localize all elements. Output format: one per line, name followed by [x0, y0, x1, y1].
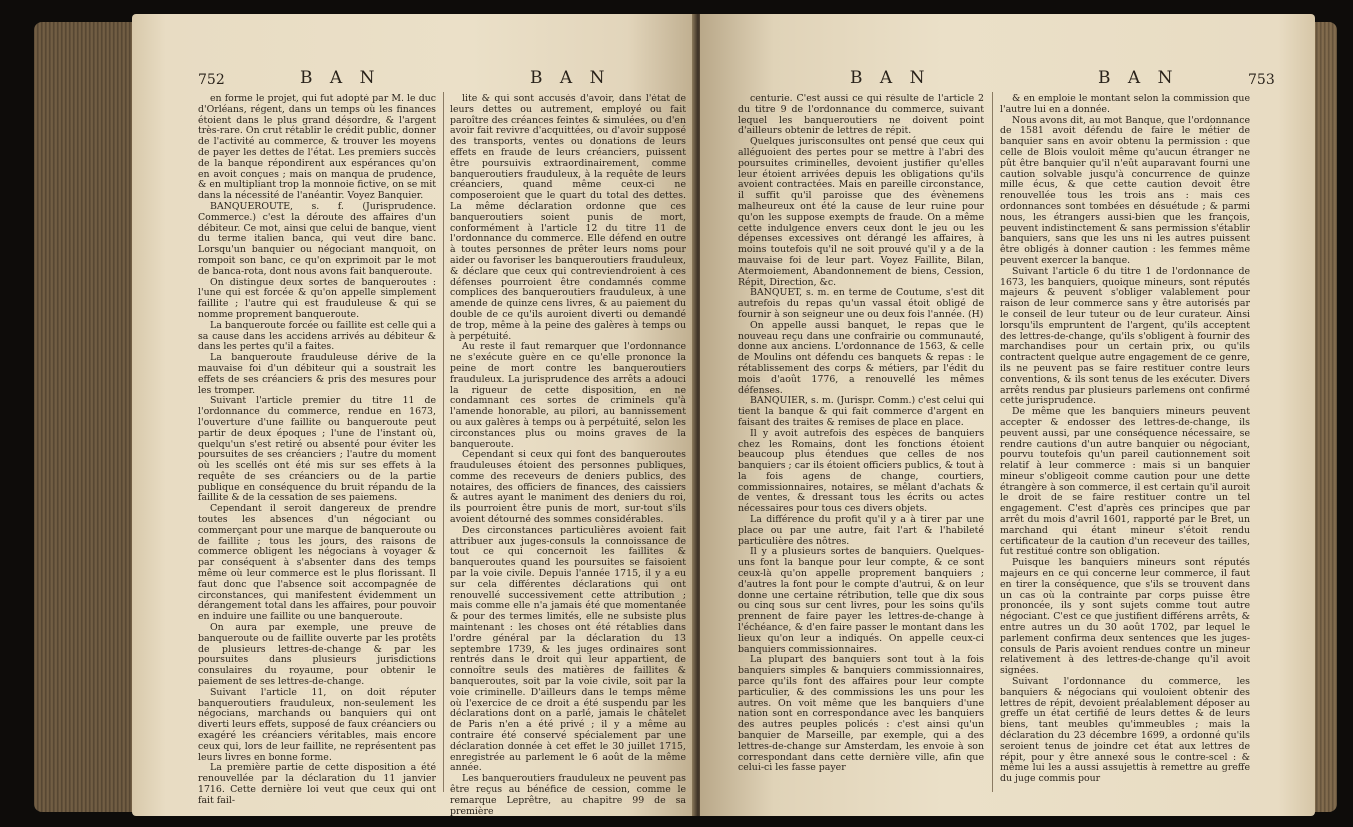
paragraph: BANQUET, s. m. en terme de Coutume, s'est dit autrefois du repas qu'un vassal étoit obligé de fournir à son seigneur une ou deux fois l'année. (H): [738, 287, 984, 320]
paragraph: Suivant l'ordonnance du commerce, les banquiers & négocians qui vouloient obtenir des lettres de répit, devoient préalablement déposer au greffe un état certifié de leurs dettes & de leurs biens, tant meubles qu'immeubles ; mais la déclaration du 23 décembre 1699, a ordonné qu'ils seroient tenus de joindre cet état aux lettres de répit, pour y être annexé sous le contre-scel : & même lui les a aussi assujettis à remettre au greffe du juge commis pour: [1000, 676, 1250, 785]
paragraph: On distingue deux sortes de banqueroutes : l'une qui est forcée & qu'on appelle simplement faillite ; l'autre qui est frauduleuse & qui se nomme proprement banqueroute.: [198, 276, 436, 320]
paragraph: La première partie de cette disposition a été renouvellée par la déclaration du 11 janvier 1716. Cette dernière loi veut que ceux qui ont fait fail-: [198, 762, 436, 806]
paragraph: Au reste il faut remarquer que l'ordonnance ne s'exécute guère en ce qu'elle prononce la peine de mort contre les banqueroutiers frauduleux. La jurisprudence des arrêts a adouci la rigueur de cette disposition, en ne condamnant ces sortes de criminels qu'à l'amende honorable, au pilori, au bannissement ou aux galères à temps ou à perpétuité, selon les circonstances plus ou moins graves de la banqueroute.: [450, 341, 686, 450]
right-column-1: [738, 94, 984, 816]
paragraph: Suivant l'article 6 du titre 1 de l'ordonnance de 1673, les banquiers, quoique mineurs, sont réputés majeurs & peuvent s'obliger valablement pour raison de leur commerce sans y être autorisés par le conseil de leur tuteur ou de leur curateur. Ainsi lorsqu'ils empruntent de l'argent, qu'ils acceptent des lettres-de-change, qu'ils s'obligent à fournir des marchandises pour un certain prix, ou qu'ils contractent quelque autre engagement de ce genre, ils ne peuvent pas se faire restituer contre leurs conventions, & ils sont tenus de les exécuter. Divers arrêts rendus par plusieurs parlemens ont confirmé cette jurisprudence.: [1000, 265, 1250, 407]
paragraph: La différence du profit qu'il y a à tirer par une place ou par une autre, fait l'art & l'habileté particulière des nôtres.: [738, 514, 984, 547]
paragraph: Il y a plusieurs sortes de banquiers. Quelques-uns font la banque pour leur compte, & ce sont ceux-là qu'on appelle proprement banquiers ; d'autres la font pour le compte d'autrui, & on leur donne une certaine rétribution, telle que dix sous ou cinq sous sur cent livres, pour les soins qu'ils prennent de faire payer les lettres-de-change à l'échéance, & d'en faire passer le montant dans les lieux qu'on leur a indiqués. On appelle ceux-ci banquiers commissionnaires.: [738, 546, 984, 655]
paragraph: & en emploie le montant selon la commission que l'autre lui en a donnée.: [1000, 94, 1250, 115]
paragraph: Les banqueroutiers frauduleux ne peuvent pas être reçus au bénéfice de cession, comme le remarque Leprêtre, au chapitre 99 de sa première: [450, 773, 686, 816]
paragraph: Suivant l'article 11, on doit réputer banqueroutiers frauduleux, non-seulement les négocians, marchands ou banquiers qui ont diverti leurs effets, supposé de faux créanciers ou exagéré les créanciers véritables, mais encore ceux qui, lors de leur faillite, ne représentent pas leurs livres en bonne forme.: [198, 686, 436, 763]
page-edges-right: [1313, 22, 1337, 812]
paragraph: On aura par exemple, une preuve de banqueroute ou de faillite ouverte par les protêts de plusieurs lettres-de-change & par les poursuites dans plusieurs jurisdictions consulaires du royaume, pour obtenir le paiement de ses lettres-de-change.: [198, 622, 436, 688]
running-header-right-2: B A N: [1098, 68, 1179, 88]
page-number-left: 752: [198, 72, 225, 88]
paragraph: en forme le projet, qui fut adopté par M. le duc d'Orléans, régent, dans un temps où les finances étoient dans le plus grand désordre, & l'argent très-rare. On crut rétablir le crédit public, donner de l'activité au commerce, & trouver les moyens de payer les dettes de l'état. Les premiers succès de la banque répondirent aux espérances qu'on en avoit conçues ; mais on manqua de prudence, & en multipliant trop la monnoie fictive, on se mit dans la nécessité de l'anéantir. Voyez Banquier.: [198, 94, 436, 202]
column-rule-right: [992, 92, 993, 792]
right-page: [700, 14, 1315, 816]
page-number-right: 753: [1248, 72, 1275, 88]
left-page: [132, 14, 695, 816]
paragraph: Cependant si ceux qui font des banqueroutes frauduleuses étoient des personnes publiques, comme des receveurs de deniers publics, des notaires, des officiers de finances, des caissiers & autres ayant le maniment des deniers du roi, ils pourroient être punis de mort, sur-tout s'ils avoient détourné des sommes considérables.: [450, 449, 686, 526]
paragraph: Nous avons dit, au mot Banque, que l'ordonnance de 1581 avoit défendu de faire le métier de banquier sans en avoir obtenu la permission : que celle de Blois vouloit même qu'aucun étranger ne pût être banquier qu'il n'eût auparavant fourni une caution solvable jusqu'à concurrence de quinze mille écus, & que cette caution devoit être renouvellée tous les trois ans : mais ces ordonnances sont tombées en désuétude ; & parmi nous, les étrangers aussi-bien que les françois, peuvent indistinctement & sans permission s'établir banquiers, sans que les uns ni les autres puissent être obligés à donner caution : les femmes même peuvent exercer la banque.: [1000, 114, 1250, 266]
paragraph: Des circonstances particulières avoient fait attribuer aux juges-consuls la connoissance de tout ce qui concernoit les faillites & banqueroutes quand les poursuites se faisoient par la voie civile. Depuis l'année 1715, il y a eu sur cela différentes déclarations qui ont renouvellé successivement cette attribution ; mais comme elle n'a jamais été que momentanée & pour des termes limités, elle ne subsiste plus maintenant : les choses ont été rétablies dans l'ordre général par la déclaration du 13 septembre 1739, & les juges ordinaires sont rentrés dans le droit qui leur appartient, de connoître seuls des matières de faillites & banqueroutes, soit par la voie civile, soit par la voie criminelle. D'ailleurs dans le temps même où l'exercice de ce droit a été suspendu par les déclarations dont on a parlé, jamais le châtelet de Paris n'en a été privé ; il y a même au contraire été conservé spécialement par une déclaration donnée à cet effet le 30 juillet 1715, enregistrée au parlement le 6 août de la même année.: [450, 524, 686, 774]
page-edges-left: [34, 22, 134, 812]
paragraph: Suivant l'article premier du titre 11 de l'ordonnance du commerce, rendue en 1673, l'ouverture d'une faillite ou banqueroute peut partir de deux époques ; l'une de l'instant où, quelqu'un s'est retiré ou absenté pour éviter les poursuites de ses créanciers ; l'autre du moment où les scellés ont été mis sur ses effets à la requête de ses créanciers ou de la partie publique en conséquence du bruit répandu de la faillite & de la cessation de ses paiemens.: [198, 395, 436, 504]
paragraph: Quelques jurisconsultes ont pensé que ceux qui alléguoient des pertes pour se mettre à l'abri des poursuites criminelles, devoient justifier qu'elles leur étoient arrivées depuis les obligations qu'ils avoient contractées. Mais en pareille circonstance, il suffit qu'il paroisse que des évènemens malheureux ont été la cause de leur ruine pour qu'on les suppose exempts de fraude. On a même cette indulgence envers ceux dont le jeu ou les dépenses excessives ont dérangé les affaires, à moins toutefois qu'il ne soit prouvé qu'il y a de la mauvaise foi de leur part. Voyez Faillite, Bilan, Atermoiement, Abandonnement de biens, Cession, Répit, Direction, &c.: [738, 136, 984, 288]
paragraph: On appelle aussi banquet, le repas que le nouveau reçu dans une confrairie ou communauté, donne aux anciens. L'ordonnance de 1563, & celle de Moulins ont défendu ces banquets & repas : le rétablissement des corps & métiers, par l'édit du mois d'août 1776, a renouvellé les mêmes défenses.: [738, 319, 984, 396]
running-header-right-1: B A N: [850, 68, 931, 88]
paragraph: Puisque les banquiers mineurs sont réputés majeurs en ce qui concerne leur commerce, il faut en tirer la conséquence, que s'ils se trouvent dans un cas où la contrainte par corps puisse être prononcée, ils y sont sujets comme tout autre négociant. C'est ce que justifient différens arrêts, & entre autres un du 30 août 1702, par lequel le parlement confirma deux sentences que les juges-consuls de Paris avoient rendues contre un mineur relativement à des lettres-de-change qu'il avoit signées.: [1000, 557, 1250, 677]
right-column-2: [1000, 94, 1250, 816]
paragraph: BANQUIER, s. m. (Jurispr. Comm.) c'est celui qui tient la banque & qui fait commerce d'argent en faisant des traites & remises de place en place.: [738, 395, 984, 428]
left-column-1: [198, 94, 436, 816]
paragraph: Il y avoit autrefois des espèces de banquiers chez les Romains, dont les fonctions étoient beaucoup plus étendues que celles de nos banquiers ; car ils étoient officiers publics, & tout à la fois agens de change, courtiers, commissionnaires, notaires, se mêlant d'achats & de ventes, & dressant tous les écrits ou actes nécessaires pour tous ces divers objets.: [738, 427, 984, 515]
paragraph: Cependant il seroit dangereux de prendre toutes les absences d'un négociant ou commerçant pour une marque de banqueroute ou de faillite ; tous les jours, des raisons de commerce obligent les négocians à voyager & par conséquent à s'absenter dans des temps même où leur commerce est le plus florissant. Il faut donc que l'absence soit accompagnée de circonstances, qui manifestent évidemment un dérangement total dans les affaires, pour pouvoir en induire une faillite ou une banqueroute.: [198, 503, 436, 623]
running-header-left-2: B A N: [530, 68, 611, 88]
left-column-2: [450, 94, 686, 816]
paragraph: centurie. C'est aussi ce qui résulte de l'article 2 du titre 9 de l'ordonnance du commerce, suivant lequel les banqueroutiers ne doivent point d'ailleurs obtenir de lettres de répit.: [738, 94, 984, 137]
column-rule-left: [443, 92, 444, 792]
paragraph: BANQUEROUTE, s. f. (Jurisprudence. Commerce.) c'est la déroute des affaires d'un débiteur. Ce mot, ainsi que celui de banque, vient du terme italien banca, qui veut dire banc. Lorsqu'un banquier ou négociant manquoit, on rompoit son banc, ce qu'on exprimoit par le mot de banca-rota, dont nous avons fait banqueroute.: [198, 200, 436, 277]
paragraph: lite & qui sont accusés d'avoir, dans l'état de leurs dettes ou autrement, employé ou fait paroître des créances feintes & simulées, ou d'en avoir fait revivre d'acquittées, ou d'avoir supposé des transports, ventes ou donations de leurs effets en fraude de leurs créanciers, puissent être poursuivis extraordinairement, comme banqueroutiers frauduleux, à la requête de leurs créanciers, quand même ceux-ci ne composeroient que le quart du total des dettes. La même déclaration ordonne que ces banqueroutiers soient punis de mort, conformément à l'article 12 du titre 11 de l'ordonnance du commerce. Elle défend en outre à toutes personnes de prêter leurs noms pour aider ou favoriser les banqueroutiers frauduleux, & déclare que ceux qui contreviendroient à ces défenses pourroient être condamnés comme complices des banqueroutiers frauduleux, à une amende de quinze cens livres, & au paiement du double de ce qu'ils auroient diverti ou demandé de trop, même à la peine des galères à temps ou à perpétuité.: [450, 94, 686, 342]
paragraph: De même que les banquiers mineurs peuvent accepter & endosser des lettres-de-change, ils peuvent aussi, par une conséquence nécessaire, se rendre cautions d'un autre banquier ou négociant, pourvu toutefois qu'un pareil cautionnement soit relatif à leur commerce : mais si un banquier mineur s'obligeoit comme caution pour une dette étrangère à son commerce, il est certain qu'il auroit le droit de se faire restituer contre un tel engagement. C'est d'après ces principes que par arrêt du mois d'avril 1601, rapporté par le Bret, un marchand qui étant mineur s'étoit rendu certificateur de la caution d'un receveur des tailles, fut restitué contre son obligation.: [1000, 406, 1250, 558]
paragraph: La plupart des banquiers sont tout à la fois banquiers simples & banquiers commissionnaires, parce qu'ils font des affaires pour leur compte particulier, & des commissions les uns pour les autres. On voit même que les banquiers d'une nation sont en correspondance avec les banquiers des autres peuples policés : c'est ainsi qu'un banquier de Marseille, par exemple, qui a des lettres-de-change sur Amsterdam, les envoie à son correspondant dans cette dernière ville, afin que celui-ci les fasse payer: [738, 654, 984, 774]
running-header-left-1: B A N: [300, 68, 381, 88]
paragraph: La banqueroute frauduleuse dérive de la mauvaise foi d'un débiteur qui a soustrait les effets de ses créanciers & pris des mesures pour les tromper.: [198, 352, 436, 396]
paragraph: La banqueroute forcée ou faillite est celle qui a sa cause dans les accidens arrivés au débiteur & dans les pertes qu'il a faites.: [198, 319, 436, 353]
